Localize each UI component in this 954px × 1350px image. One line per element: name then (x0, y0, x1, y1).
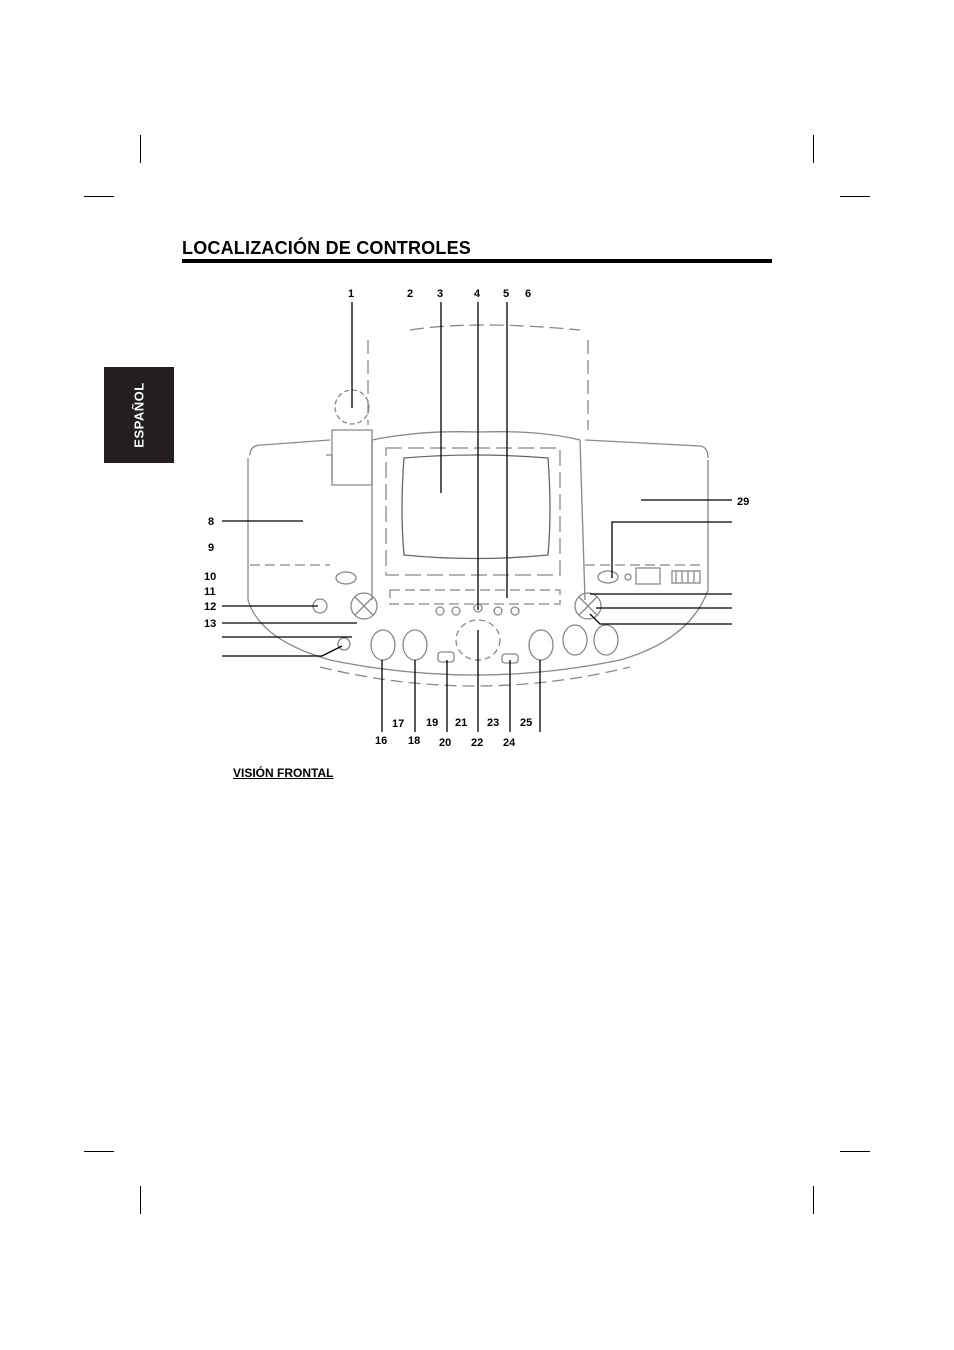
callout-20: 20 (439, 737, 452, 749)
callout-2: 2 (407, 288, 414, 300)
callout-22: 22 (471, 737, 484, 749)
callout-8: 8 (208, 516, 215, 528)
callout-19: 19 (426, 717, 439, 729)
callout-13: 13 (204, 618, 217, 630)
callout-24: 24 (503, 737, 516, 749)
language-tab-label: ESPAÑOL (131, 382, 147, 448)
callout-18: 18 (408, 735, 421, 747)
callout-9: 9 (208, 542, 215, 554)
callout-1: 1 (348, 288, 355, 300)
callout-16: 16 (375, 735, 388, 747)
callout-3: 3 (437, 288, 444, 300)
callout-25: 25 (520, 717, 533, 729)
callout-29: 29 (737, 496, 750, 508)
callout-5: 5 (503, 288, 510, 300)
callout-labels (204, 288, 749, 749)
callout-11: 11 (204, 586, 216, 598)
callout-12: 12 (204, 601, 217, 613)
callout-10: 10 (204, 571, 217, 583)
callout-6: 6 (525, 288, 532, 300)
callout-21: 21 (455, 717, 468, 729)
callout-4: 4 (474, 288, 481, 300)
leader-lines (222, 302, 732, 732)
page-title: LOCALIZACIÓN DE CONTROLES (182, 238, 471, 258)
figure-caption: VISIÓN FRONTAL (233, 766, 334, 780)
callout-23: 23 (487, 717, 500, 729)
callout-17: 17 (392, 718, 405, 730)
